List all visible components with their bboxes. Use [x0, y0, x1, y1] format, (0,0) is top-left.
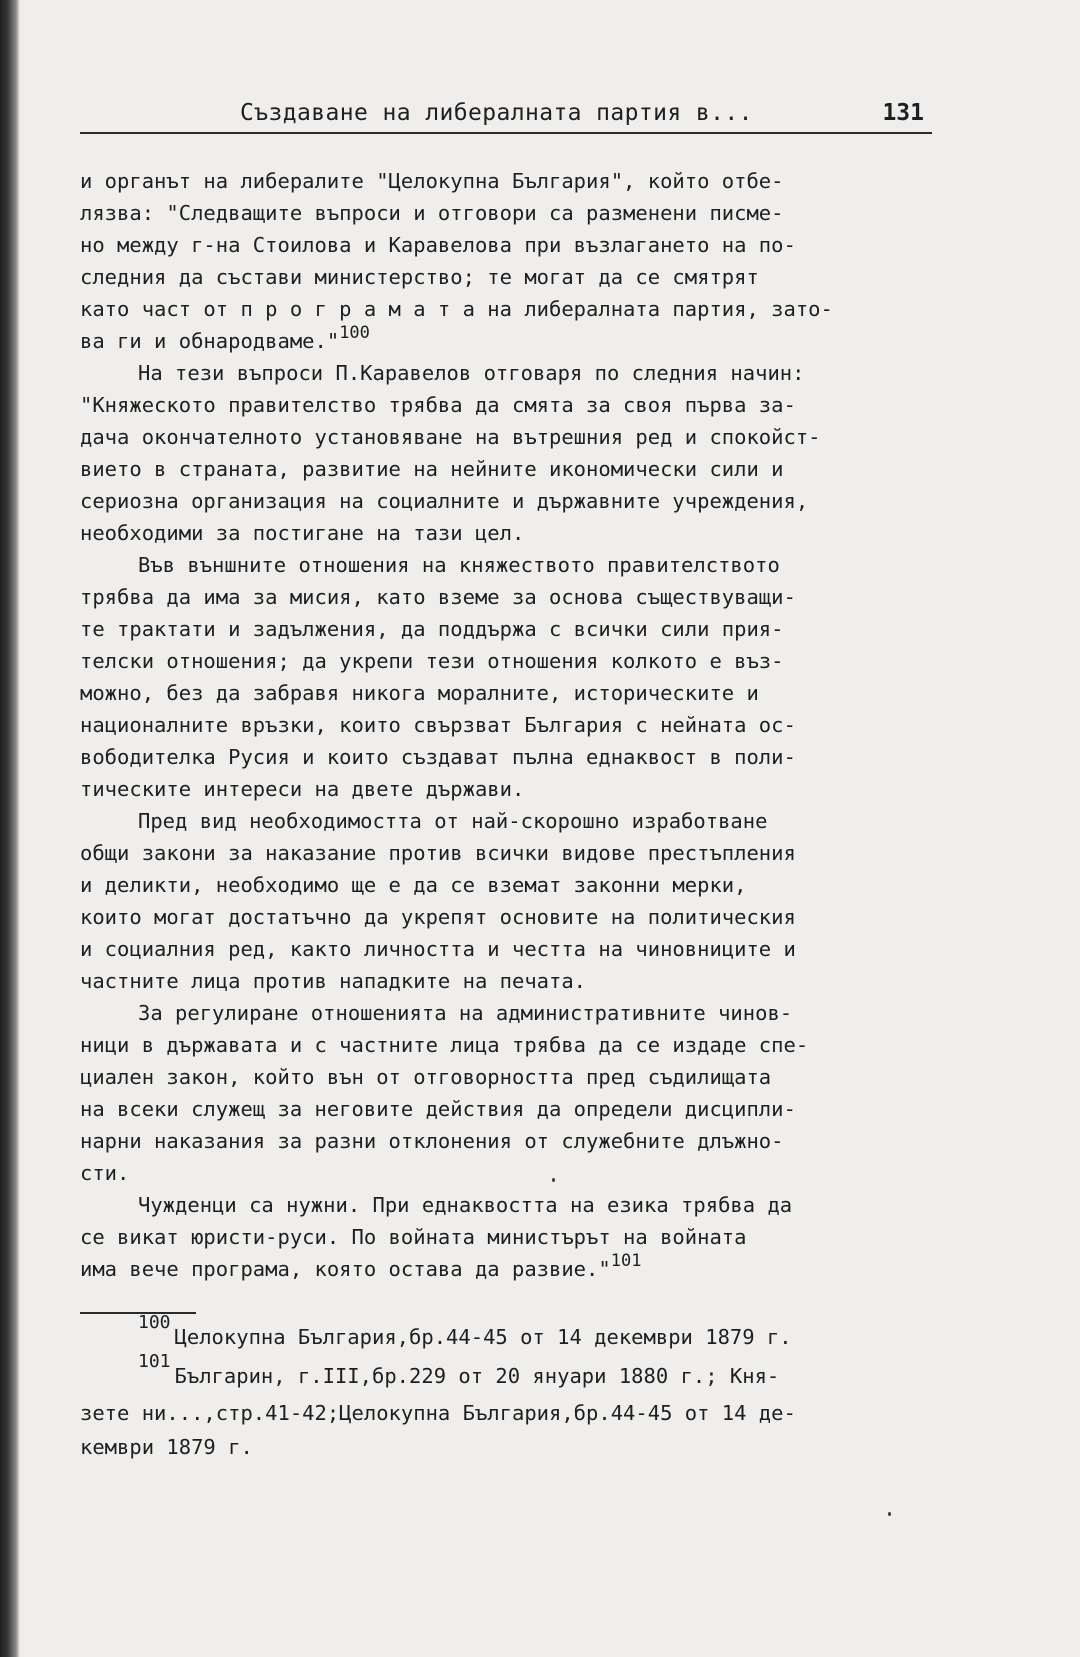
text-line-content: лязва: "Следващите въпроси и отговори са разменени писме- — [80, 201, 784, 225]
text-line — [80, 613, 948, 645]
text-line — [80, 1189, 948, 1221]
text-line — [80, 261, 948, 293]
text-line — [80, 933, 948, 965]
text-line — [80, 1125, 948, 1157]
text-line-content: На тези въпроси П.Каравелов отговаря по следния начин: — [138, 361, 805, 385]
text-line-content: тическите интереси на двете държави. — [80, 777, 525, 801]
print-speck — [888, 1512, 891, 1516]
text-line-content: сти. — [80, 1161, 130, 1185]
text-line — [80, 1253, 948, 1285]
footnote-line — [80, 1312, 948, 1357]
footnote-reference: 100 — [339, 323, 370, 343]
footnote-number: 100 — [138, 1312, 171, 1333]
text-line-content: телски отношения; да укрепи тези отношения колкото е въз- — [80, 649, 784, 673]
footnote-text: кември 1879 г. — [80, 1435, 253, 1459]
body-text — [80, 165, 948, 1285]
text-line-content: има вече програма, която остава да развие." — [80, 1257, 611, 1281]
text-line — [80, 485, 948, 517]
print-speck — [552, 1178, 555, 1182]
text-line-content: Във външните отношения на княжеството правителството — [138, 553, 780, 577]
text-line — [80, 517, 948, 549]
text-line-content: на всеки служещ за неговите действия да определи дисципли- — [80, 1097, 796, 1121]
text-line-content: сериозна организация на социалните и държавните учреждения, — [80, 489, 809, 513]
text-line — [80, 997, 948, 1029]
text-line-content: циален закон, който вън от отговорността пред съдилищата — [80, 1065, 772, 1089]
text-line-content: ва ги и обнародваме." — [80, 329, 340, 353]
text-line-content: които могат достатъчно да укрепят основите на политическия — [80, 905, 796, 929]
text-line-content: и органът на либералите "Целокупна България", който отбе- — [80, 169, 784, 193]
footnote-text: Целокупна България,бр.44-45 от 14 декември 1879 г. — [174, 1325, 792, 1349]
text-line — [80, 165, 948, 197]
text-line-content: вободителка Русия и които създават пълна еднаквост в поли- — [80, 745, 796, 769]
text-line — [80, 1157, 948, 1189]
page-number: 131 — [882, 100, 924, 126]
text-line — [80, 901, 948, 933]
text-line-content: частните лица против нападките на печата. — [80, 969, 587, 993]
text-line-content: можно, без да забравя никога моралните, историческите и — [80, 681, 759, 705]
text-line-content: За регулиране отношенията на административните чинов- — [138, 1001, 793, 1025]
footnote-line — [80, 1351, 948, 1396]
text-line — [80, 197, 948, 229]
footnote-line — [80, 1396, 948, 1430]
footnote-text: зете ни...,стр.41-42;Целокупна България,бр.44-45 от 14 де- — [80, 1401, 796, 1425]
text-line — [80, 389, 948, 421]
text-line — [80, 741, 948, 773]
text-line-content: необходими за постигане на тази цел. — [80, 521, 525, 545]
text-line-content: се викат юристи-руси. По войната министърът на войната — [80, 1225, 747, 1249]
text-line — [80, 1061, 948, 1093]
text-line-content: дача окончателното установяване на вътрешния ред и спокойст- — [80, 425, 821, 449]
text-line — [80, 549, 948, 581]
text-line-content: като част от п р о г р а м а т а на либералната партия, зато- — [80, 297, 833, 321]
footnote-line — [80, 1430, 948, 1464]
text-line — [80, 581, 948, 613]
text-line — [80, 773, 948, 805]
text-line-content: те трактати и задължения, да поддържа с всички сили прия- — [80, 617, 784, 641]
text-line-content: общи закони за наказание против всички видове престъпления — [80, 841, 796, 865]
text-line — [80, 1029, 948, 1061]
text-line — [80, 325, 948, 357]
text-line-content: но между г-на Стоилова и Каравелова при възлагането на по- — [80, 233, 796, 257]
text-line — [80, 965, 948, 997]
text-line — [80, 837, 948, 869]
text-line — [80, 1093, 948, 1125]
text-line-content: националните връзки, които свързват България с нейната ос- — [80, 713, 796, 737]
footnote-text: Българин, г.III,бр.229 от 20 януари 1880 г.; Кня- — [174, 1364, 780, 1388]
text-line-content: нарни наказания за разни отклонения от служебните длъжно- — [80, 1129, 784, 1153]
footnote-reference: 101 — [610, 1251, 642, 1271]
footnotes — [80, 1312, 948, 1464]
text-line-content: и социалния ред, както личността и честта на чиновниците и — [80, 937, 796, 961]
text-line-content: ници в държавата и с частните лица трябва да се издаде спе- — [80, 1033, 809, 1057]
text-line — [80, 1221, 948, 1253]
text-line-content: "Княжеското правителство трябва да смята за своя първа за- — [80, 393, 796, 417]
text-line — [80, 677, 948, 709]
text-line — [80, 421, 948, 453]
text-line-content: Пред вид необходимостта от най-скорошно изработване — [138, 809, 768, 833]
text-line — [80, 229, 948, 261]
text-line — [80, 645, 948, 677]
text-line-content: Чужденци са нужни. При еднаквостта на езика трябва да — [138, 1193, 793, 1217]
text-line-content: и деликти, необходимо ще е да се вземат законни мерки, — [80, 873, 747, 897]
text-line-content: трябва да има за мисия, като вземе за основа съществуващи- — [80, 585, 796, 609]
text-line — [80, 453, 948, 485]
text-line — [80, 805, 948, 837]
text-line-content: следния да състави министерство; те могат да се смятрят — [80, 265, 759, 289]
running-header-title: Създаване на либералната партия в... — [240, 100, 753, 126]
footnote-number: 101 — [138, 1351, 171, 1372]
text-line — [80, 357, 948, 389]
text-line — [80, 869, 948, 901]
text-line — [80, 709, 948, 741]
text-line — [80, 293, 948, 325]
running-header — [80, 98, 932, 134]
text-line-content: вието в страната, развитие на нейните икономически сили и — [80, 457, 784, 481]
